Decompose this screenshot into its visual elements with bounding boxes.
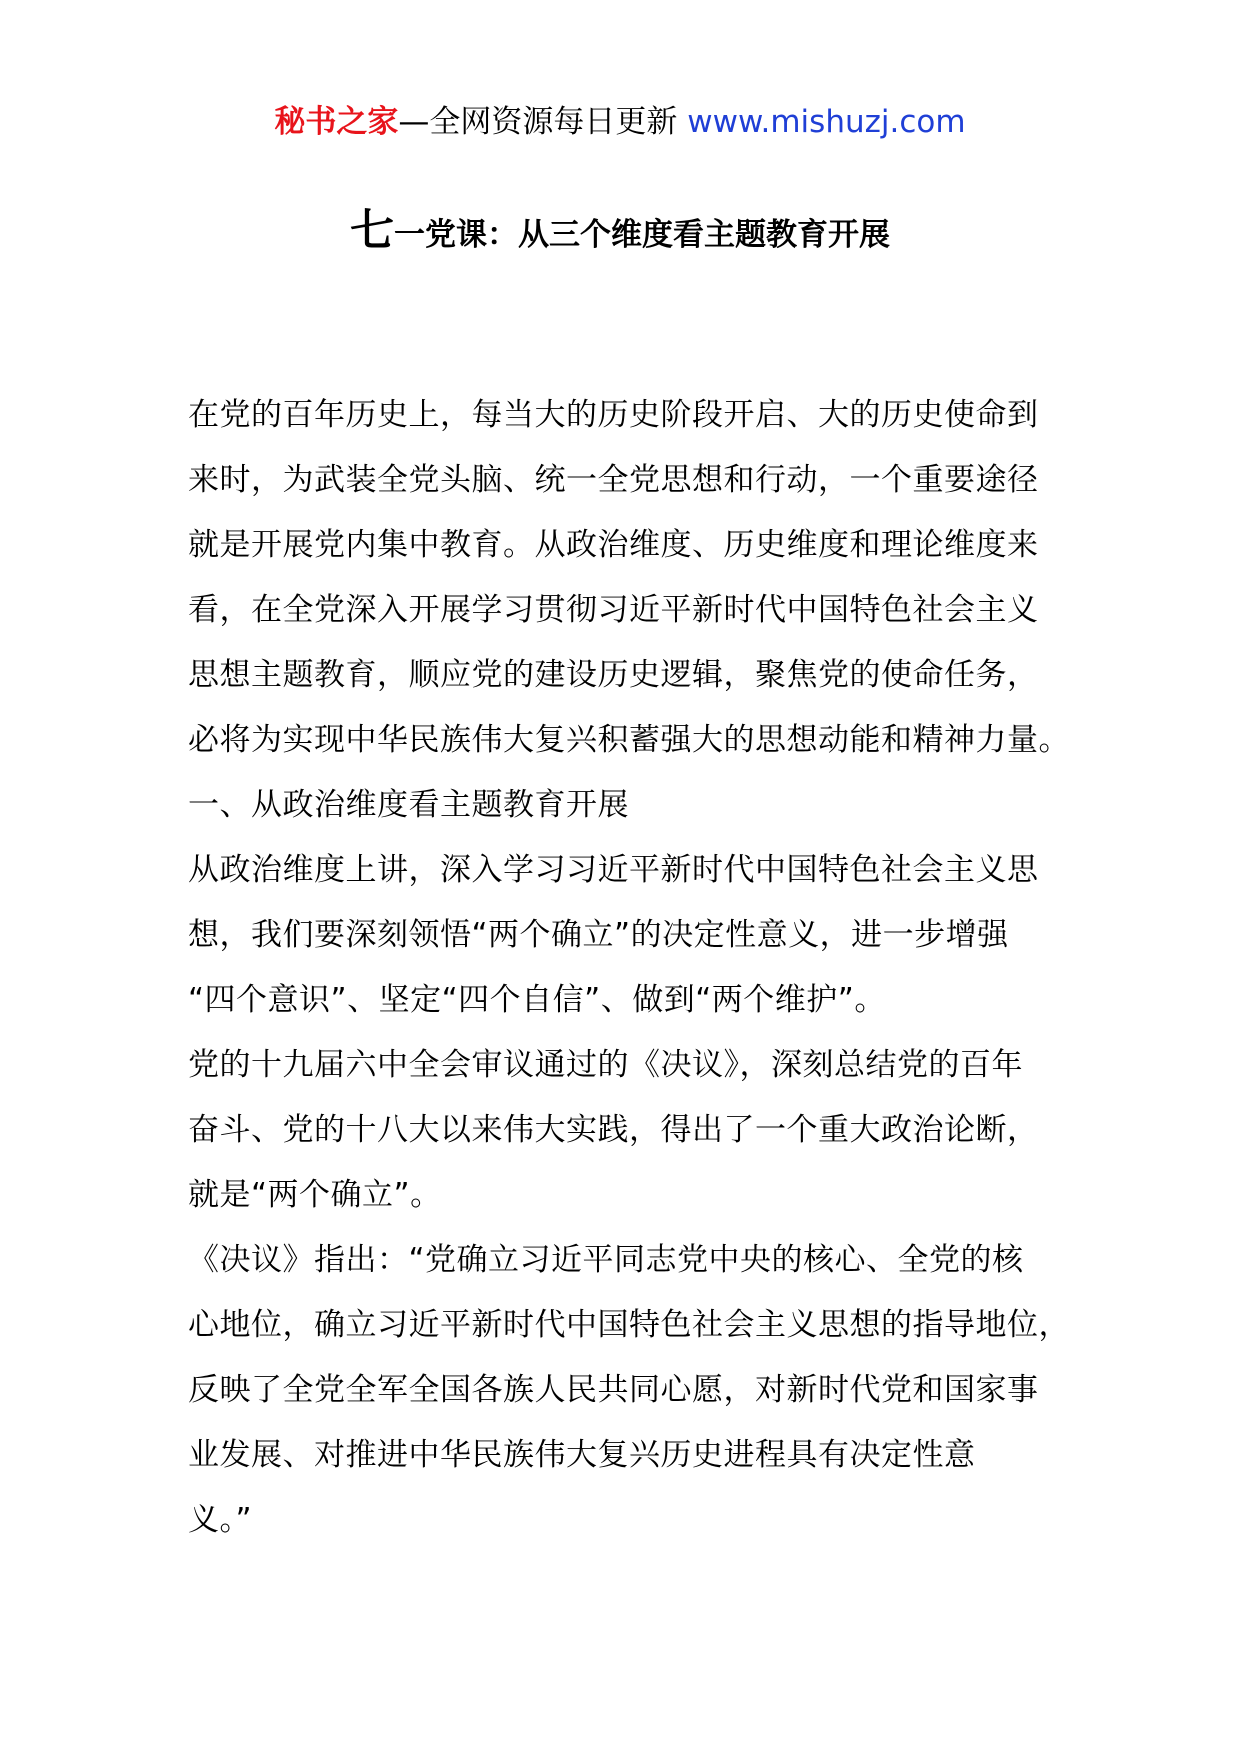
body-line: 业发展、对推进中华民族伟大复兴历史进程具有决定性意	[188, 1437, 976, 1473]
body-line: 党的十九届六中全会审议通过的《决议》，深刻总结党的百年	[188, 1047, 1023, 1083]
title-text: 一党课：从三个维度看主题教育开展	[394, 217, 890, 253]
site-url-link[interactable]: www.mishuzj.com	[687, 104, 966, 140]
site-tagline: —全网资源每日更新	[398, 104, 688, 140]
title-lead-character: 七	[350, 205, 394, 256]
body-line: 就是开展党内集中教育。从政治维度、历史维度和理论维度来	[188, 527, 1039, 563]
body-line: 思想主题教育，顺应党的建设历史逻辑，聚焦党的使命任务，	[188, 657, 1039, 693]
site-header	[0, 100, 1240, 144]
document-body	[188, 383, 1078, 1553]
body-line: 从政治维度上讲，深入学习习近平新时代中国特色社会主义思	[188, 852, 1039, 888]
document-title	[0, 203, 1240, 263]
section-heading: 一、从政治维度看主题教育开展	[188, 787, 629, 823]
body-line: “四个意识”、坚定“四个自信”、做到“两个维护”。	[188, 982, 886, 1018]
body-line: 心地位，确立习近平新时代中国特色社会主义思想的指导地位，	[188, 1307, 1070, 1343]
body-line: 想，我们要深刻领悟“两个确立”的决定性意义，进一步增强	[188, 917, 1009, 953]
body-line: 义。”	[188, 1502, 253, 1538]
body-line: 《决议》指出：“党确立习近平同志党中央的核心、全党的核	[188, 1242, 1024, 1278]
body-line: 在党的百年历史上，每当大的历史阶段开启、大的历史使命到	[188, 397, 1039, 433]
body-line: 必将为实现中华民族伟大复兴积蓄强大的思想动能和精神力量。	[188, 722, 1070, 758]
body-line: 反映了全党全军全国各族人民共同心愿，对新时代党和国家事	[188, 1372, 1039, 1408]
body-line: 奋斗、党的十八大以来伟大实践，得出了一个重大政治论断，	[188, 1112, 1039, 1148]
site-brand: 秘书之家	[274, 104, 399, 140]
body-line: 看，在全党深入开展学习贯彻习近平新时代中国特色社会主义	[188, 592, 1039, 628]
body-line: 来时，为武装全党头脑、统一全党思想和行动，一个重要途径	[188, 462, 1039, 498]
body-line: 就是“两个确立”。	[188, 1177, 442, 1213]
